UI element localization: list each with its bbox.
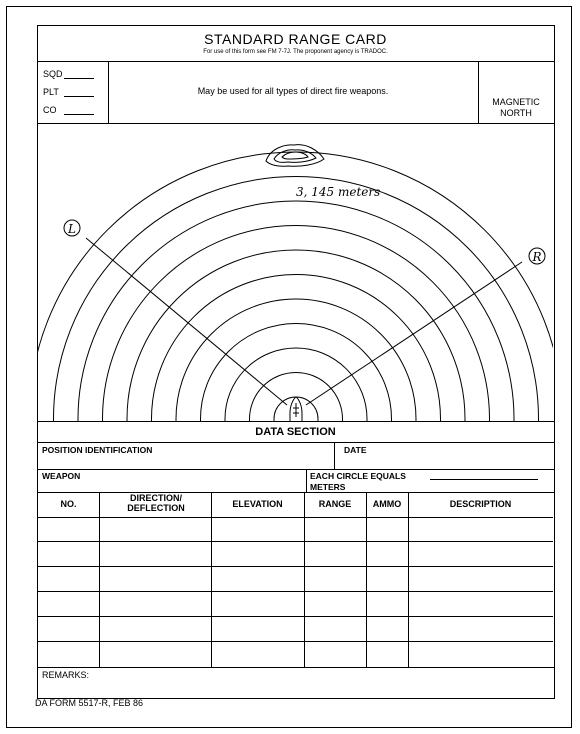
magnetic-north-line2: NORTH	[500, 108, 532, 118]
range-circle	[176, 299, 416, 421]
co-field[interactable]	[64, 114, 94, 115]
weapon-label: WEAPON	[42, 471, 81, 481]
sector-sketch	[38, 123, 553, 421]
left-limit-line	[86, 238, 287, 405]
data-section-title: DATA SECTION	[255, 426, 336, 438]
remarks-label: REMARKS:	[42, 670, 90, 680]
form-footer: DA FORM 5517-R, FEB 86	[35, 698, 144, 708]
terrain-feature	[266, 145, 324, 167]
plt-label: PLT	[43, 87, 59, 97]
magnetic-north-line1: MAGNETIC	[492, 97, 540, 107]
table-row[interactable]	[38, 591, 553, 616]
weapon-field[interactable]	[42, 483, 304, 491]
form-title: STANDARD RANGE CARD	[204, 31, 387, 47]
plt-field[interactable]	[64, 96, 94, 97]
col-direction-deflection: DIRECTION/ DEFLECTION	[127, 493, 185, 513]
table-row[interactable]	[38, 641, 553, 667]
col-no: NO.	[60, 499, 77, 509]
position-identification-field[interactable]	[42, 457, 330, 467]
table-row[interactable]	[38, 566, 553, 591]
meters-label: METERS	[310, 482, 346, 492]
data-table	[38, 492, 553, 667]
range-card-form	[37, 25, 555, 699]
weapon-position-icon	[290, 397, 302, 421]
col-elevation: ELEVATION	[232, 499, 283, 509]
sqd-label: SQD	[43, 69, 63, 79]
co-label: CO	[43, 105, 57, 115]
position-identification-label: POSITION IDENTIFICATION	[42, 445, 153, 455]
each-circle-equals-label: EACH CIRCLE EQUALS	[310, 471, 406, 481]
col-range: RANGE	[318, 499, 352, 509]
left-marker-label: L	[68, 222, 76, 236]
remarks-field[interactable]	[98, 671, 548, 695]
date-label: DATE	[344, 445, 367, 455]
usage-note: May be used for all types of direct fire weapons.	[197, 86, 389, 96]
table-row[interactable]	[38, 616, 553, 641]
sqd-field[interactable]	[64, 78, 94, 79]
col-ammo: AMMO	[372, 499, 402, 509]
form-subtitle: For use of this form see FM 7-7J. The proponent agency is TRADOC.	[203, 49, 388, 55]
col-description: DESCRIPTION	[449, 499, 512, 509]
date-field[interactable]	[338, 457, 550, 467]
page-border	[6, 6, 572, 728]
terrain-range-label: 3, 145 meters	[296, 185, 381, 199]
table-row[interactable]	[38, 517, 553, 541]
table-row[interactable]	[38, 541, 553, 566]
each-circle-equals-field[interactable]	[430, 479, 538, 480]
right-marker-label: R	[532, 250, 542, 264]
